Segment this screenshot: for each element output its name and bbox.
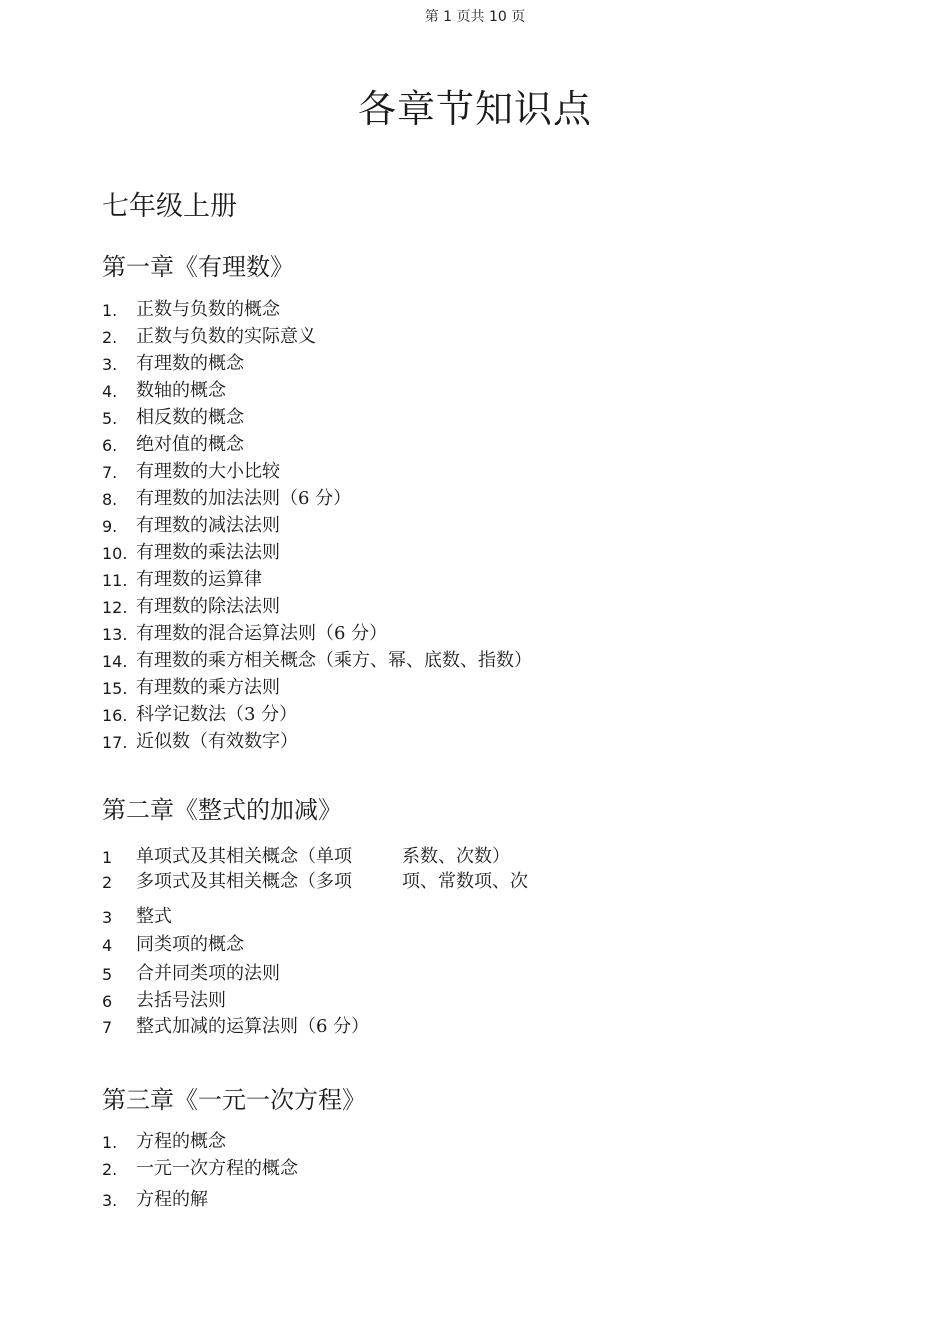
list-item-number: 16. [102,706,128,725]
list-item-text: 整式加减的运算法则（6 分） [136,1016,370,1037]
list-item-text: 近似数（有效数字） [136,731,298,752]
list-item-text: 有理数的除法法则 [136,596,280,617]
list-item-number: 2. [102,328,118,347]
grade-heading: 七年级上册 [102,191,237,222]
list-item-number: 8. [102,490,118,509]
list-item-text: 有理数的运算律 [136,569,262,590]
list-item-text: 科学记数法（3 分） [136,704,298,725]
list-item-number: 5 [102,965,113,984]
page-indicator: 第 1 页共 10 页 [424,9,526,25]
list-item-text: 多项式及其相关概念（多项 [136,871,352,892]
list-item-number: 3. [102,355,118,374]
list-item-number: 4. [102,382,118,401]
list-item-text: 有理数的乘法法则 [136,542,280,563]
list-item-number: 2. [102,1160,118,1179]
list-item-text: 同类项的概念 [136,934,244,955]
list-item-number: 1. [102,301,118,320]
list-item-number: 7 [102,1018,113,1037]
list-item-number: 10. [102,544,128,563]
list-item-number: 13. [102,625,128,644]
list-item-number: 12. [102,598,128,617]
list-item-number: 15. [102,679,128,698]
list-item-text: 正数与负数的实际意义 [136,326,316,347]
list-item-text: 方程的解 [136,1189,208,1210]
list-item-continuation: 项、常数项、次 [402,871,528,892]
list-item-number: 1 [102,848,113,867]
list-item-text: 数轴的概念 [136,380,226,401]
chapter-3-heading: 第三章《一元一次方程》 [102,1086,366,1114]
list-item-text: 有理数的大小比较 [136,461,280,482]
list-item-number: 6 [102,992,113,1011]
list-item-continuation: 系数、次数） [402,846,510,867]
list-item-number: 4 [102,936,113,955]
list-item-text: 相反数的概念 [136,407,244,428]
list-item-text: 合并同类项的法则 [136,963,280,984]
list-item-number: 3 [102,908,113,927]
list-item-text: 绝对值的概念 [136,434,244,455]
list-item-number: 6. [102,436,118,455]
list-item-number: 5. [102,409,118,428]
list-item-text: 方程的概念 [136,1131,226,1152]
list-item-text: 有理数的混合运算法则（6 分） [136,623,388,644]
list-item-text: 有理数的概念 [136,353,244,374]
list-item-number: 1. [102,1133,118,1152]
chapter-1-heading: 第一章《有理数》 [102,253,294,281]
chapter-2-heading: 第二章《整式的加减》 [102,796,342,824]
list-item-text: 有理数的减法法则 [136,515,280,536]
list-item-text: 整式 [136,906,172,927]
list-item-number: 14. [102,652,128,671]
list-item-text: 一元一次方程的概念 [136,1158,298,1179]
document-title: 各章节知识点 [357,87,592,131]
list-item-text: 有理数的乘方相关概念（乘方、幂、底数、指数） [136,650,532,671]
list-item-number: 17. [102,733,128,752]
list-item-text: 有理数的乘方法则 [136,677,280,698]
list-item-number: 7. [102,463,118,482]
list-item-number: 11. [102,571,128,590]
list-item-number: 2 [102,873,113,892]
list-item-text: 去括号法则 [136,990,226,1011]
list-item-number: 9. [102,517,118,536]
list-item-text: 正数与负数的概念 [136,299,280,320]
list-item-text: 有理数的加法法则（6 分） [136,488,352,509]
list-item-text: 单项式及其相关概念（单项 [136,846,352,867]
list-item-number: 3. [102,1191,118,1210]
